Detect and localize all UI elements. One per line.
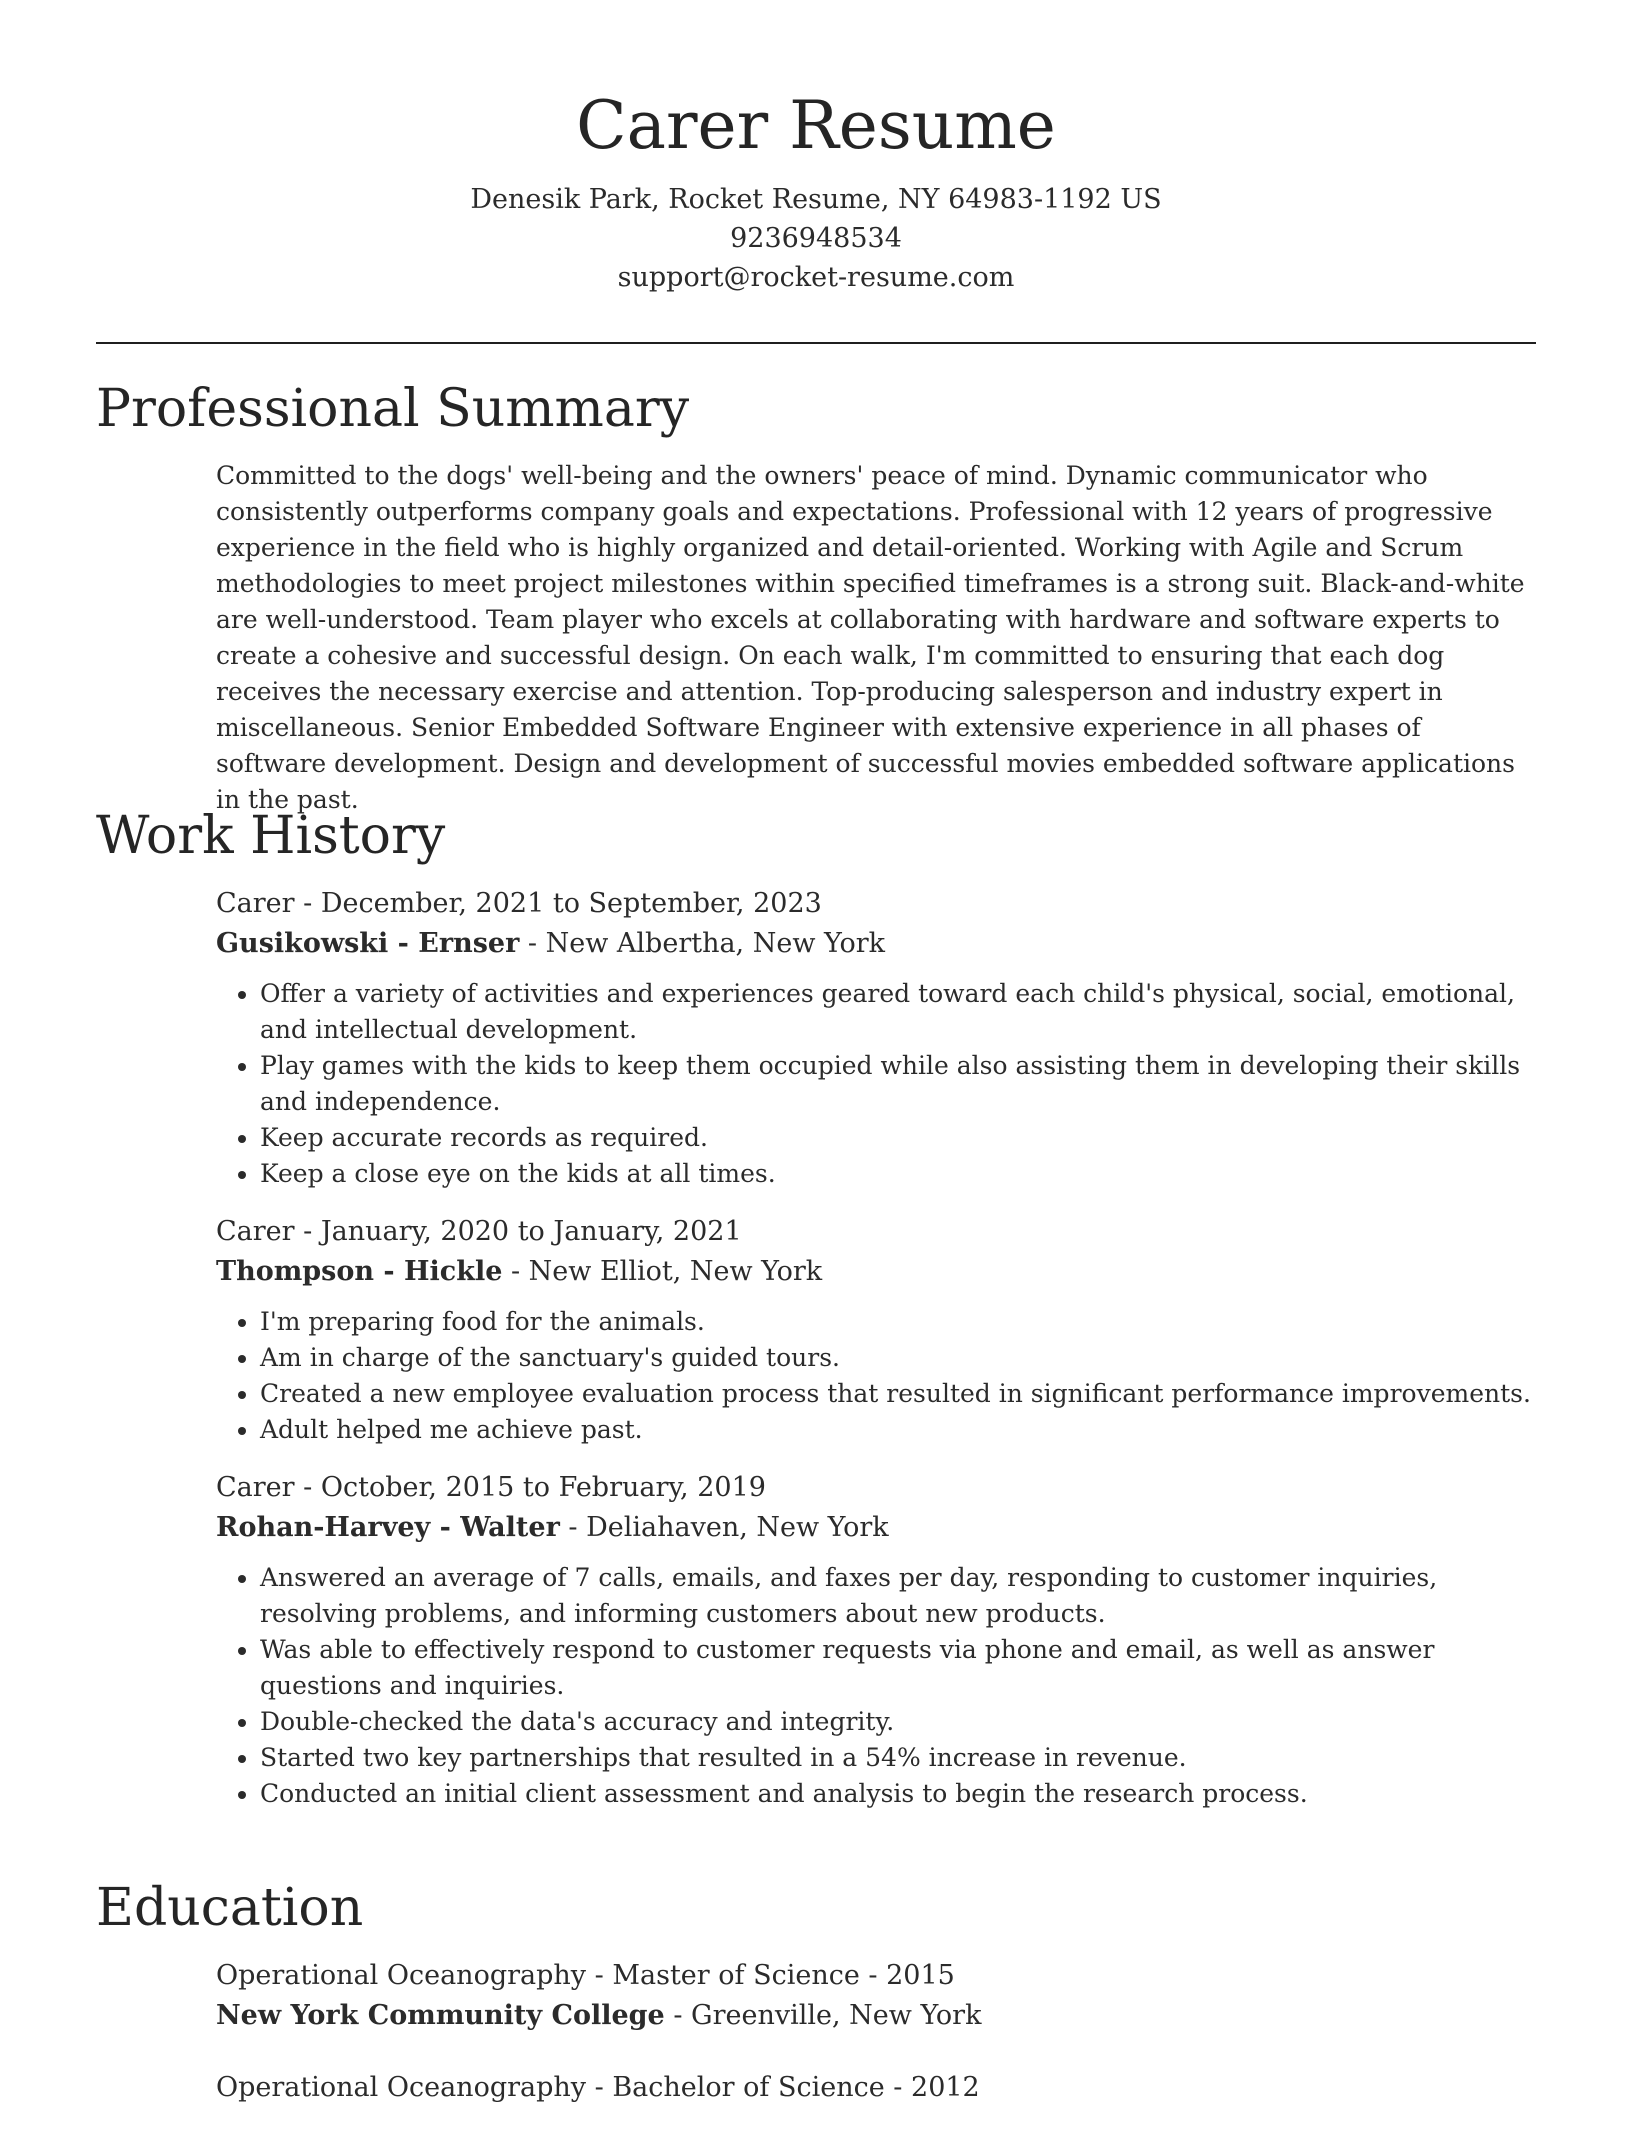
job-bullet: • Am in charge of the sanctuary's guided tours. — [260, 1340, 1536, 1376]
work-history-heading: Work History — [96, 806, 446, 866]
education-degree: Master of Science — [612, 1960, 860, 1991]
job-position: Carer — [216, 1472, 295, 1503]
job-dates: October, 2015 to February, 2019 — [320, 1472, 766, 1503]
education-entry — [216, 1956, 1536, 2036]
education-field: Operational Oceanography — [216, 2072, 587, 2103]
work-history-section — [216, 884, 1536, 1832]
resume-header — [96, 82, 1536, 297]
summary-heading: Professional Summary — [96, 379, 690, 439]
resume-name: Carer Resume — [576, 87, 1056, 164]
job-title-line: Carer - January, 2020 to January, 2021 — [216, 1216, 742, 1247]
job-employer: Rohan-Harvey - Walter — [216, 1512, 560, 1543]
job-bullet: • Double-checked the data's accuracy and integrity. — [260, 1704, 1536, 1740]
job-entry — [216, 884, 1536, 1192]
job-location: Deliahaven, New York — [586, 1512, 889, 1543]
job-bullet: • Started two key partnerships that resulted in a 54% increase in revenue. — [260, 1740, 1536, 1776]
education-location: Greenville, New York — [691, 2000, 982, 2031]
job-location: New Elliot, New York — [528, 1256, 823, 1287]
job-bullet: • Offer a variety of activities and experiences geared toward each child's physical, social, emotional, and intellectual development. — [260, 976, 1536, 1048]
contact-phone: 9236948534 — [730, 223, 902, 254]
job-bullet: • Play games with the kids to keep them occupied while also assisting them in developing their skills and independence. — [260, 1048, 1536, 1120]
job-title-line: Carer - December, 2021 to September, 2023 — [216, 888, 822, 919]
job-entry — [216, 1468, 1536, 1812]
job-company-line: Rohan-Harvey - Walter - Deliahaven, New York — [216, 1512, 889, 1543]
education-year: 2015 — [886, 1960, 955, 1991]
job-bullet: • Answered an average of 7 calls, emails, and faxes per day, responding to customer inquiries, resolving problems, and informing customers about new products. — [260, 1560, 1536, 1632]
education-heading: Education — [96, 1878, 364, 1938]
contact-address: Denesik Park, Rocket Resume, NY 64983-1192 US — [470, 184, 1162, 215]
job-location: New Albertha, New York — [545, 928, 886, 959]
job-bullet: • Keep a close eye on the kids at all times. — [260, 1156, 1536, 1192]
contact-email: support@rocket-resume.com — [617, 262, 1015, 293]
job-bullet: • I'm preparing food for the animals. — [260, 1304, 1536, 1340]
education-degree: Bachelor of Science — [612, 2072, 885, 2103]
education-school: New York Community College — [216, 2000, 665, 2031]
job-position: Carer — [216, 1216, 295, 1247]
job-employer: Thompson - Hickle — [216, 1256, 503, 1287]
job-entry — [216, 1212, 1536, 1448]
job-bullet: • Conducted an initial client assessment and analysis to begin the research process. — [260, 1776, 1536, 1812]
education-field: Operational Oceanography — [216, 1960, 587, 1991]
job-position: Carer — [216, 888, 295, 919]
job-title-line: Carer - October, 2015 to February, 2019 — [216, 1472, 766, 1503]
job-employer: Gusikowski - Ernser — [216, 928, 520, 959]
education-entry — [216, 2068, 1536, 2108]
job-company-line: Gusikowski - Ernser - New Albertha, New York — [216, 928, 886, 959]
education-degree-line: Operational Oceanography - Bachelor of Science - 2012 — [216, 2072, 980, 2103]
header-divider — [96, 342, 1536, 344]
job-company-line: Thompson - Hickle - New Elliot, New York — [216, 1256, 823, 1287]
job-bullet: • Was able to effectively respond to customer requests via phone and email, as well as answer questions and inquiries. — [260, 1632, 1536, 1704]
summary-section — [216, 458, 1536, 818]
summary-text: Committed to the dogs' well-being and the owners' peace of mind. Dynamic communicator who consistently outperforms company goals and expectations. Professional with 12 years of progressive experience in the field who is highly organized and detail-oriented. Working with Agile and Scrum methodologies to meet project milestones within specified timeframes is a strong suit. Black-and-white are well-understood. Team player who excels at collaborating with hardware and software experts to create a cohesive and successful design. On each walk, I'm committed to ensuring that each dog receives the necessary exercise and attention. Top-producing salesperson and industry expert in miscellaneous. Senior Embedded Software Engineer with extensive experience in all phases of software development. Design and development of successful movies embedded software applications in the past. — [216, 461, 1525, 814]
job-bullets — [216, 976, 1536, 1192]
education-degree-line: Operational Oceanography - Master of Science - 2015 — [216, 1960, 955, 1991]
education-school-line: New York Community College - Greenville, New York — [216, 2000, 982, 2031]
job-bullets — [216, 1560, 1536, 1812]
job-bullets — [216, 1304, 1536, 1448]
job-bullet: • Created a new employee evaluation process that resulted in significant performance improvements. — [260, 1376, 1536, 1412]
education-section — [216, 1956, 1536, 2140]
job-bullet: • Adult helped me achieve past. — [260, 1412, 1536, 1448]
job-dates: December, 2021 to September, 2023 — [320, 888, 822, 919]
job-dates: January, 2020 to January, 2021 — [320, 1216, 742, 1247]
job-bullet: • Keep accurate records as required. — [260, 1120, 1536, 1156]
education-year: 2012 — [911, 2072, 980, 2103]
